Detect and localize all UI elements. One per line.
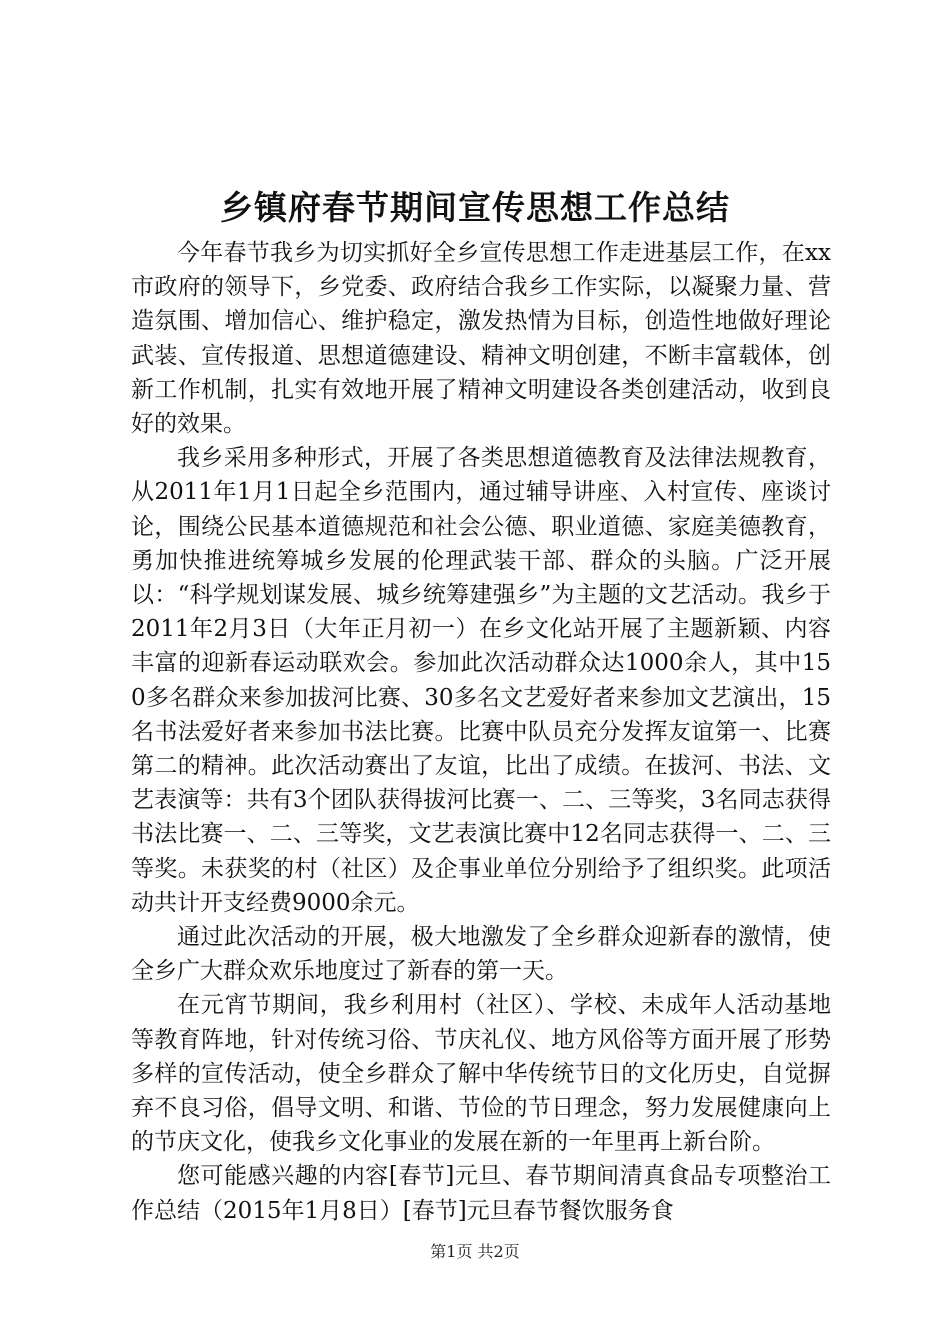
paragraph-5-related-content: 您可能感兴趣的内容[春节]元旦、春节期间清真食品专项整治工作总结（2015年1月8日）[春节]元旦春节餐饮服务食 (131, 1163, 831, 1224)
paragraph-2: 我乡采用多种形式，开展了各类思想道德教育及法律法规教育，从2011年1月1日起全乡范围内，通过辅导讲座、入村宣传、座谈讨论，围绕公民基本道德规范和社会公德、职业道德、家庭美德教育，勇加快推进统筹城乡发展的伦理武装干部、群众的头脑。广泛开展以：“科学规划谋发展、城乡统筹建强乡”为主题的文艺活动。我乡于2011年2月3日（大年正月初一）在乡文化站开展了主题新颖、内容丰富的迎新春运动联欢会。参加此次活动群众达1000余人，其中150多名群众来参加拔河比赛、30多名文艺爱好者来参加文艺演出，15名书法爱好者来参加书法比赛。比赛中队员充分发挥友谊第一、比赛第二的精神。此次活动赛出了友谊，比出了成绩。在拔河、书法、文艺表演等：共有3个团队获得拔河比赛一、二、三等奖，3名同志获得书法比赛一、二、三等奖，文艺表演比赛中12名同志获得一、二、三等奖。未获奖的村（社区）及企事业单位分别给予了组织奖。此项活动共计开支经费9000余元。 (131, 445, 831, 916)
paragraph-1: 今年春节我乡为切实抓好全乡宣传思想工作走进基层工作，在xx市政府的领导下，乡党委、政府结合我乡工作实际，以凝聚力量、营造氛围、增加信心、维护稳定，激发热情为目标，创造性地做好理论武装、宣传报道、思想道德建设、精神文明创建，不断丰富载体，创新工作机制，扎实有效地开展了精神文明建设各类创建活动，收到良好的效果。 (131, 240, 831, 438)
page-number-footer: 第1页 共2页 (430, 1242, 520, 1261)
document-title: 乡镇府春节期间宣传思想工作总结 (220, 188, 730, 227)
document-body (131, 236, 831, 1228)
paragraph-4: 在元宵节期间，我乡利用村（社区）、学校、未成年人活动基地等教育阵地，针对传统习俗、节庆礼仪、地方风俗等方面开展了形势多样的宣传活动，使全乡群众了解中华传统节日的文化历史，自觉摒弃不良习俗，倡导文明、和谐、节俭的节日理念，努力发展健康向上的节庆文化，使我乡文化事业的发展在新的一年里再上新台阶。 (131, 992, 831, 1156)
paragraph-3: 通过此次活动的开展，极大地激发了全乡群众迎新春的激情，使全乡广大群众欢乐地度过了新春的第一天。 (131, 924, 831, 985)
